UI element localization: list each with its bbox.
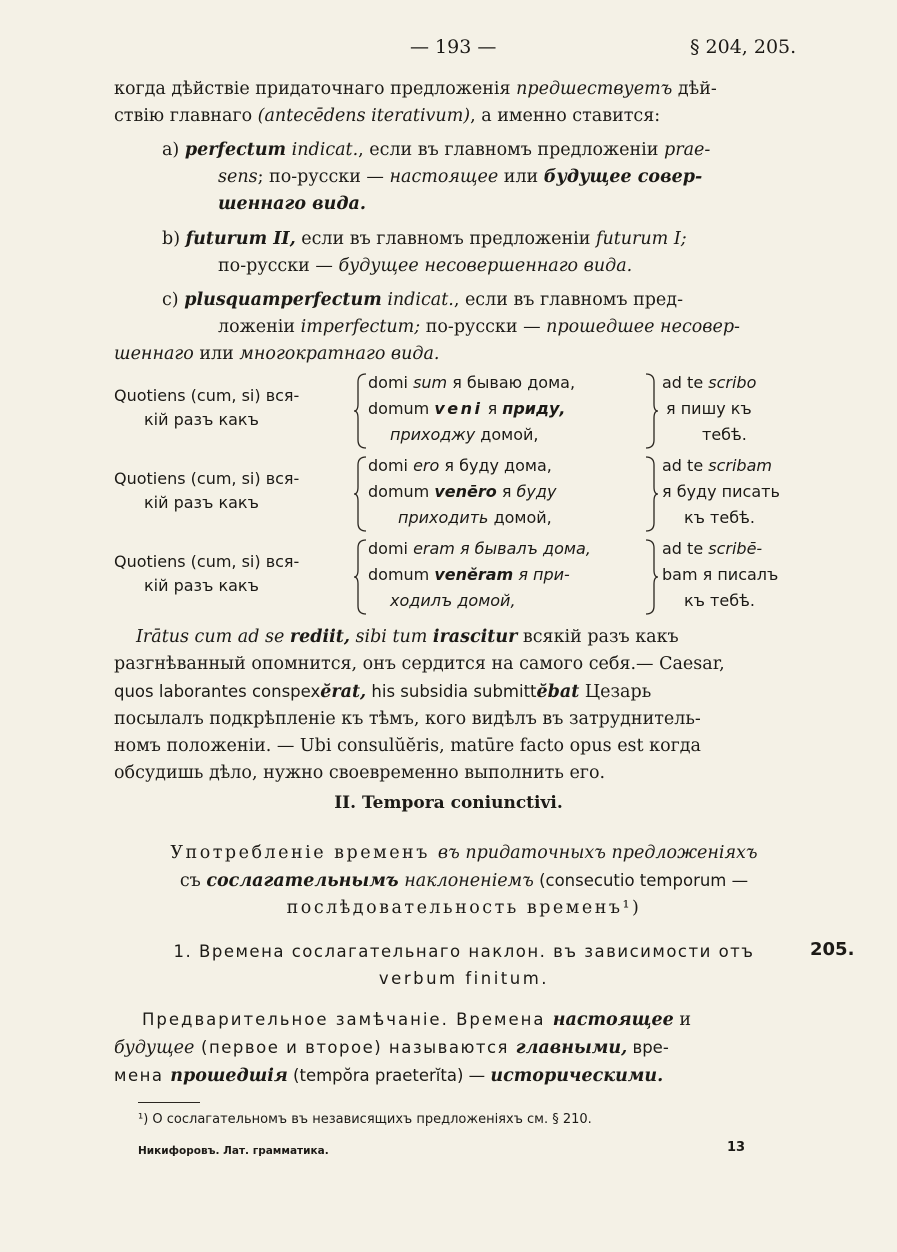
intro-text: ствію главнаго xyxy=(114,106,258,126)
q-text: я бывалъ дома, xyxy=(454,539,591,558)
item-text: , если въ главномъ предложеніи xyxy=(358,140,665,160)
q-text: ad te xyxy=(662,456,709,475)
item-emphasis: шеннаго вида. xyxy=(218,194,366,214)
item-marker: c) xyxy=(162,290,179,310)
q-text: domum xyxy=(368,565,435,584)
item-text: если въ главномъ предложеніи xyxy=(295,229,596,249)
quotiens-label-line: Quotiens (cum, si) вся- xyxy=(114,552,300,571)
quotiens-result xyxy=(662,370,822,448)
q-text: я xyxy=(482,399,503,418)
item-emphasis: настоящее xyxy=(389,167,499,187)
q-text: я пишу къ xyxy=(666,399,752,418)
right-brace xyxy=(644,372,658,450)
left-brace xyxy=(354,455,368,533)
left-brace xyxy=(354,372,368,450)
usage-text: послѣдовательность временъ¹) xyxy=(286,898,642,918)
item-emphasis: многократнаго вида. xyxy=(239,344,440,364)
quotiens-label xyxy=(114,550,354,598)
q-verb: ero xyxy=(413,456,440,475)
q-text: къ тебѣ. xyxy=(684,591,755,610)
note-emphasis: прошедшія xyxy=(170,1066,288,1086)
preliminary-note xyxy=(114,1006,814,1090)
q-text: domum xyxy=(368,399,435,418)
note-latin: (tempŏra praeterĭta) — xyxy=(287,1066,491,1085)
note-text: Предварительное замѣчаніе. Времена xyxy=(142,1010,553,1029)
translation-text: посылалъ подкрѣпленіе къ тѣмъ, кого видѣлъ въ затруднитель- xyxy=(114,709,701,729)
item-term: indicat. xyxy=(387,290,454,310)
translation-text: разгнѣванный опомнится, онъ сердится на самого себя.— Caesar, xyxy=(114,654,725,674)
q-emphasis: приходжу xyxy=(390,425,476,444)
latin-example: Irātus cum ad se xyxy=(136,627,290,647)
note-text: (первое и второе) называются xyxy=(194,1038,516,1057)
intro-text: дѣй- xyxy=(672,79,717,99)
item-term: futurum II, xyxy=(185,229,296,249)
item-latin: imperfectum; xyxy=(300,317,421,337)
page-number: — 193 — xyxy=(410,36,497,58)
intro-text: , а именно ставится: xyxy=(470,106,661,126)
q-verb: venēro xyxy=(434,482,497,501)
item-text: по-русски — xyxy=(218,256,339,276)
q-verb: scribē- xyxy=(708,539,763,558)
q-text: ad te xyxy=(662,373,709,392)
quotiens-label-line: кій разъ какъ xyxy=(144,493,259,512)
quotiens-result xyxy=(662,536,822,614)
usage-emphasis: въ придаточныхъ предложеніяхъ xyxy=(437,843,758,863)
q-text: domi xyxy=(368,456,414,475)
latin-example: quos laborantes conspex xyxy=(114,682,321,701)
q-text: я xyxy=(496,482,517,501)
signature-number: 13 xyxy=(727,1140,746,1155)
q-emphasis: при- xyxy=(533,565,570,584)
q-text: домой, xyxy=(488,508,552,527)
q-verb: sum xyxy=(413,373,448,392)
left-brace xyxy=(354,538,368,616)
translation-text: всякій разъ какъ xyxy=(517,627,679,647)
section-reference: § 204, 205. xyxy=(690,36,797,58)
item-text: по-русски — xyxy=(420,317,547,337)
item-term: perfectum xyxy=(184,140,287,160)
quotiens-label-line: Quotiens (cum, si) вся- xyxy=(114,469,300,488)
q-text: domi xyxy=(368,373,414,392)
note-emphasis: историческими. xyxy=(490,1066,664,1086)
quotiens-middle xyxy=(368,370,668,448)
section-heading: II. Tempora coniunctivi. xyxy=(334,793,563,813)
usage-paragraph xyxy=(114,840,814,922)
q-emphasis: буду xyxy=(516,482,557,501)
latin-example: sibi tum xyxy=(349,627,433,647)
item-term: indicat. xyxy=(291,140,359,160)
note-emphasis: будущее xyxy=(114,1038,195,1058)
item-text: или xyxy=(498,167,544,187)
quotiens-example-2 xyxy=(114,453,814,543)
q-text: домой, xyxy=(475,425,539,444)
latin-verb: rediit, xyxy=(289,627,350,647)
latin-example: his subsidia submitt xyxy=(366,682,537,701)
translation-text: номъ положеніи. — Ubi consulŭĕris, matūre facto opus est когда xyxy=(114,736,701,756)
intro-paragraph xyxy=(114,76,814,130)
item-emphasis: будущее несовершеннаго вида. xyxy=(338,256,633,276)
q-text: я буду дома, xyxy=(439,456,552,475)
translation-text: обсудишь дѣло, нужно своевременно выполнить его. xyxy=(114,763,606,783)
q-emphasis: приходить xyxy=(398,508,489,527)
item-term: plusquamperfectum xyxy=(184,290,382,310)
quotiens-label-line: Quotiens (cum, si) вся- xyxy=(114,386,300,405)
item-latin: prae- xyxy=(664,140,711,160)
book-title-footer: Никифоровъ. Лат. грамматика. xyxy=(138,1145,329,1157)
quotiens-middle xyxy=(368,536,668,614)
quotiens-label-line: кій разъ какъ xyxy=(144,576,259,595)
usage-text: съ xyxy=(179,871,207,891)
latin-verb: irascitur xyxy=(432,627,518,647)
q-text: domum xyxy=(368,482,435,501)
usage-emphasis: сослагательнымъ xyxy=(206,871,399,891)
quotiens-label xyxy=(114,384,354,432)
item-latin: futurum I; xyxy=(595,229,687,249)
rule-item-b xyxy=(162,226,812,280)
q-emphasis: приду, xyxy=(502,399,566,418)
q-emphasis: ходилъ домой, xyxy=(390,591,516,610)
note-emphasis: главными, xyxy=(515,1038,628,1058)
subsection-latin: verbum finitum. xyxy=(378,969,550,988)
item-latin: sens xyxy=(218,167,258,187)
usage-latin: (consecutio temporum — xyxy=(533,871,749,890)
item-marker: b) xyxy=(162,229,181,249)
quotiens-label xyxy=(114,467,354,515)
footnote: ¹) О сослагательномъ въ независящихъ предложеніяхъ см. § 210. xyxy=(138,1112,592,1127)
rule-item-a xyxy=(162,137,812,218)
item-marker: a) xyxy=(162,140,180,160)
item-text: , если въ главномъ пред- xyxy=(453,290,683,310)
item-emphasis: будущее совер- xyxy=(543,167,703,187)
note-text: вре- xyxy=(627,1038,669,1057)
right-brace xyxy=(644,538,658,616)
q-verb: scribo xyxy=(708,373,757,392)
item-emphasis: шеннаго xyxy=(114,344,194,364)
item-emphasis: прошедшее несовер- xyxy=(546,317,740,337)
usage-text: Употребленіе временъ xyxy=(170,843,438,863)
quotiens-result xyxy=(662,453,822,531)
q-text: domi xyxy=(368,539,414,558)
q-verb: venĕram xyxy=(434,565,514,584)
q-verb: veni xyxy=(434,399,483,418)
usage-emphasis: наклоненіемъ xyxy=(404,871,534,891)
note-text: мена xyxy=(114,1066,171,1085)
item-text: ложеніи xyxy=(218,317,301,337)
right-brace xyxy=(644,455,658,533)
quotiens-example-3 xyxy=(114,536,814,626)
q-text: я xyxy=(513,565,534,584)
latin-verb: ĕbat xyxy=(536,682,580,702)
examples-paragraph xyxy=(114,624,814,787)
note-text: и xyxy=(673,1010,691,1030)
item-text: ; по-русски — xyxy=(257,167,390,187)
q-verb: scribam xyxy=(708,456,772,475)
note-emphasis: настоящее xyxy=(552,1010,674,1030)
q-verb: eram xyxy=(413,539,455,558)
intro-emphasis: предшествуетъ xyxy=(516,79,673,99)
intro-latin-term: (antecēdens iterativum) xyxy=(257,106,471,126)
item-text: или xyxy=(193,344,240,364)
q-text: ad te xyxy=(662,539,709,558)
latin-verb: ĕrat, xyxy=(320,682,367,702)
q-text: я бываю дома, xyxy=(447,373,576,392)
rule-item-c xyxy=(114,287,812,368)
q-text: bam я писалъ xyxy=(662,565,779,584)
quotiens-middle xyxy=(368,453,668,531)
translation-text: Цезарь xyxy=(579,682,652,702)
page-header xyxy=(0,36,897,66)
q-text: тебѣ. xyxy=(702,425,747,444)
subsection-heading xyxy=(114,938,814,992)
q-text: къ тебѣ. xyxy=(684,508,755,527)
q-text: я буду писать xyxy=(662,482,780,501)
intro-text: когда дѣйствіе придаточнаго предложенія xyxy=(114,79,517,99)
quotiens-example-1 xyxy=(114,370,814,460)
margin-section-number: 205. xyxy=(810,939,855,960)
footnote-rule xyxy=(138,1102,200,1103)
subsection-title: 1. Времена сослагательнаго наклон. въ зависимости отъ xyxy=(173,942,755,961)
quotiens-label-line: кій разъ какъ xyxy=(144,410,259,429)
